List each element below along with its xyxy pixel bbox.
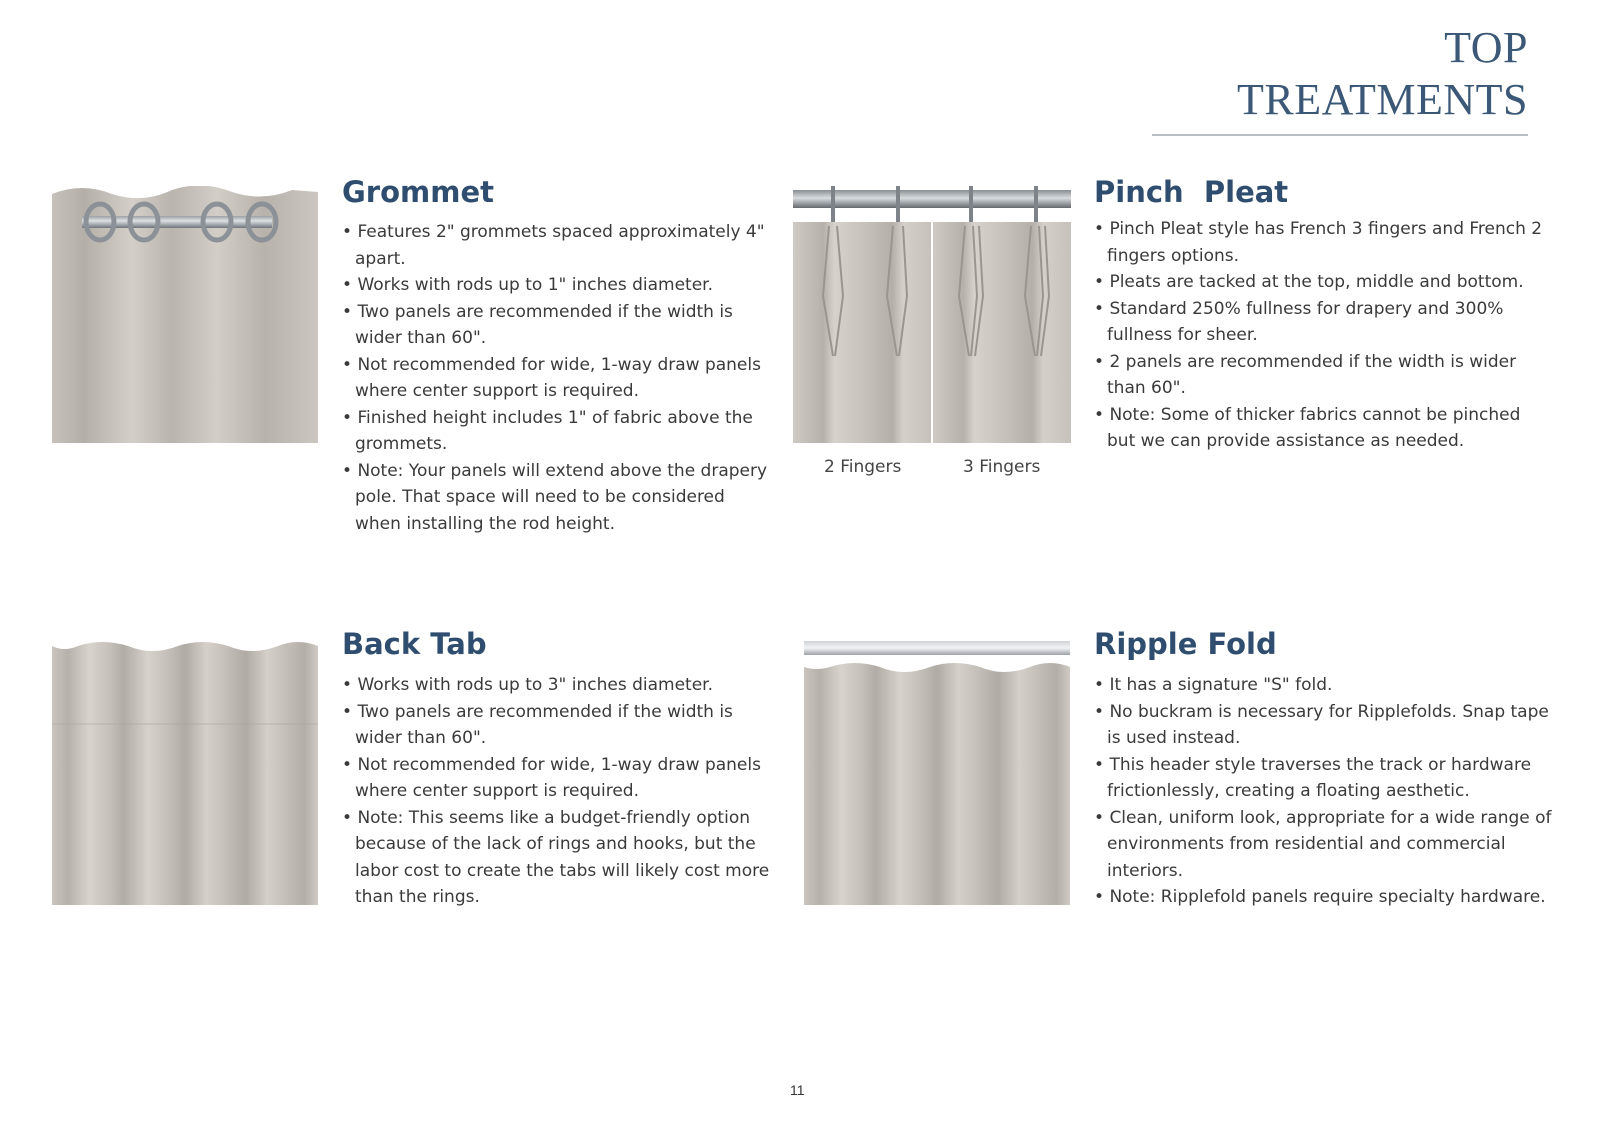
back-tab-curtain-illustration [52,640,318,905]
caption-3-fingers: 3 Fingers [963,457,1041,477]
grommet-bullet-list [342,219,772,537]
list-item: • Note: Your panels will extend above the drapery pole. That space will need to be considered when installing the rod height. [342,458,772,538]
back-tab-bullet-list [342,672,782,911]
list-item: • Note: Ripplefold panels require specialty hardware. [1094,884,1564,911]
list-item: • Two panels are recommended if the width is wider than 60". [342,299,772,352]
list-item: • Works with rods up to 1" inches diameter. [342,272,772,299]
list-item: • Not recommended for wide, 1-way draw panels where center support is required. [342,352,772,405]
list-item: • It has a signature "S" fold. [1094,672,1564,699]
ripple-fold-bullet-list [1094,672,1564,911]
list-item: • Not recommended for wide, 1-way draw panels where center support is required. [342,752,782,805]
pinch-pleat-title: Pinch Pleat [1094,175,1289,209]
pinch-pleat-curtain-photo [793,186,1071,443]
list-item: • Pleats are tacked at the top, middle and bottom. [1094,269,1544,296]
pinch-pleat-bullet-list [1094,216,1544,455]
ripple-fold-title: Ripple Fold [1094,627,1277,661]
list-item: • Works with rods up to 3" inches diameter. [342,672,782,699]
list-item: • Clean, uniform look, appropriate for a wide range of environments from residential and commercial interiors. [1094,805,1564,885]
list-item: • Finished height includes 1" of fabric above the grommets. [342,405,772,458]
pinch-pleat-curtain-illustration [793,186,1071,443]
page-header [1152,22,1528,136]
list-item: • No buckram is necessary for Ripplefolds. Snap tape is used instead. [1094,699,1564,752]
grommet-title: Grommet [342,175,494,209]
list-item: • Note: This seems like a budget-friendly option because of the lack of rings and hooks, but the labor cost to create the tabs will likely cost more than the rings. [342,805,782,911]
list-item: • Features 2" grommets spaced approximately 4" apart. [342,219,772,272]
page-number: 11 [790,1082,805,1098]
page-title: TOP TREATMENTS [1237,23,1528,124]
list-item: • Note: Some of thicker fabrics cannot be pinched but we can provide assistance as needed. [1094,402,1544,455]
list-item: • Pinch Pleat style has French 3 fingers and French 2 fingers options. [1094,216,1544,269]
ripple-fold-curtain-illustration [804,641,1070,905]
list-item: • Two panels are recommended if the width is wider than 60". [342,699,782,752]
ripple-fold-curtain-photo [804,641,1070,905]
list-item: • Standard 250% fullness for drapery and 300% fullness for sheer. [1094,296,1544,349]
list-item: • This header style traverses the track or hardware frictionlessly, creating a floating aesthetic. [1094,752,1564,805]
back-tab-title: Back Tab [342,627,487,661]
grommet-curtain-illustration [52,186,318,443]
grommet-curtain-photo [52,186,318,443]
caption-2-fingers: 2 Fingers [824,457,902,477]
back-tab-curtain-photo [52,640,318,905]
list-item: • 2 panels are recommended if the width is wider than 60". [1094,349,1544,402]
